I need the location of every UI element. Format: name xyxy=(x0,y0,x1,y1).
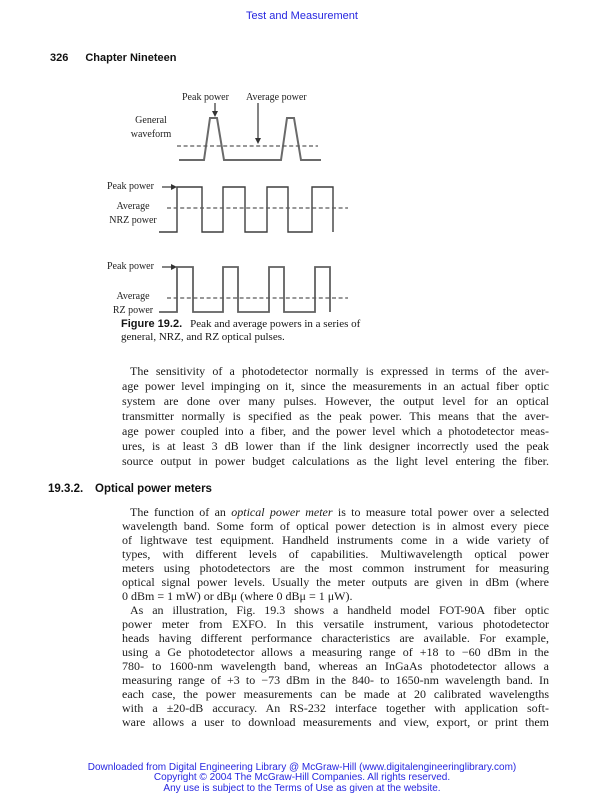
general-average-power-label: Average power xyxy=(246,92,307,103)
rz-peak-power-label: Peak power xyxy=(107,261,154,272)
text-line: ware allows a user to download measurements and view, export, or print them xyxy=(122,715,549,729)
peak-power-down-arrow xyxy=(212,103,218,117)
text-line: using a Ge photodetector allows a measuring range of +18 to −60 dBm in the xyxy=(122,645,549,659)
text-line: Any use is subject to the Terms of Use as given at the website. xyxy=(163,782,441,794)
rz-peak-right-arrow xyxy=(162,264,177,270)
nrz-waveform-trace xyxy=(159,187,333,232)
rz-average-label-line2: RZ power xyxy=(112,305,154,316)
text-line: age power coupled into a fiber, and the power level which a photodetector meas- xyxy=(122,424,549,438)
text-line: with a ±20-dB accuracy. An RS-232 interface together with application soft- xyxy=(122,701,549,715)
general-waveform-trace xyxy=(179,118,321,160)
nrz-average-label xyxy=(102,200,164,228)
paragraph-1 xyxy=(122,364,549,469)
nrz-average-label-line2: NRZ power xyxy=(109,215,157,226)
italic-text-segment: optical power meter xyxy=(231,505,333,519)
section-heading xyxy=(48,483,212,495)
text-line: 0 dBm = 1 mW) or dBμ (where 0 dBμ = 1 μW). xyxy=(122,589,353,603)
rz-average-label xyxy=(102,290,164,318)
text-line: transmitter normally is specified as the peak power. This means that the aver- xyxy=(122,409,549,423)
text-line: 780- to 1600-nm wavelength band, whereas an InGaAs photodetector allows a xyxy=(122,659,549,673)
text-segment: The function of an xyxy=(130,505,232,519)
general-waveform-name-line2: waveform xyxy=(130,129,172,140)
text-line: Downloaded from Digital Engineering Library @ McGraw-Hill (www.digitalengineeringlibrary.com) xyxy=(87,762,517,773)
text-segment: is to measure total power over a selected xyxy=(332,505,550,519)
text-line: As an illustration, Fig. 19.3 shows a handheld model FOT-90A fiber optic xyxy=(130,603,549,617)
text-line: power meter from EXFO. In this versatile instrument, various photodetector xyxy=(122,617,549,631)
footer-notice xyxy=(0,763,604,794)
text-line: Copyright © 2004 The McGraw-Hill Companies. All rights reserved. xyxy=(153,772,451,784)
figure-caption-label: Figure 19.2. xyxy=(121,318,183,330)
chapter-title: Chapter Nineteen xyxy=(85,52,177,64)
section-number: 19.3.2. xyxy=(48,483,84,495)
page-number: 326 xyxy=(50,52,69,64)
figure-caption-line1 xyxy=(121,318,367,331)
running-header-title: Test and Measurement xyxy=(246,10,358,22)
text-line: heads having different performance characteristics are available. For example, xyxy=(122,631,549,645)
nrz-peak-right-arrow xyxy=(162,184,177,190)
figure-caption-text1: Peak and average powers in a series of xyxy=(190,318,361,330)
rz-average-label-line1: Average xyxy=(116,291,150,302)
text-line: source output in power budget calculations as the light level entering the fiber. xyxy=(122,454,549,468)
paragraph-2 xyxy=(122,505,549,603)
text-line: age power level impinging on it, since the measurements in an actual fiber optic xyxy=(122,379,549,393)
text-line: system are done over many pulses. However, the output level for an optical xyxy=(122,394,549,408)
text-line: ures, is at least 3 dB lower than if the link designer incorrectly used the peak xyxy=(122,439,549,453)
nrz-average-label-line1: Average xyxy=(116,201,150,212)
text-line xyxy=(122,505,549,519)
text-line: each case, the power measurements can be made at 20 calibrated wavelengths xyxy=(122,687,549,701)
text-line: measuring range of +3 to −73 dBm in the 840- to 1650-nm wavelength band. In xyxy=(122,673,549,687)
text-line: of lightwave test equipment. Handheld instruments come in a wide variety of xyxy=(122,533,549,547)
average-power-down-arrow xyxy=(255,103,261,144)
nrz-peak-power-label: Peak power xyxy=(107,181,154,192)
general-peak-power-label: Peak power xyxy=(182,92,229,103)
text-line: The sensitivity of a photodetector normally is expressed in terms of the aver- xyxy=(130,364,549,378)
running-head xyxy=(50,52,176,64)
general-waveform-name-line1: General xyxy=(135,115,167,126)
rz-waveform-trace xyxy=(159,267,330,312)
text-line: types, with different levels of capabilities. Multiwavelength optical power xyxy=(122,547,549,561)
figure-19-2 xyxy=(100,90,390,325)
text-line: wavelength band. Some form of optical power detection is in almost every piece xyxy=(122,519,549,533)
text-line: meters using photodetectors are the most common instrument for measuring xyxy=(122,561,549,575)
figure-caption-text2: general, NRZ, and RZ optical pulses. xyxy=(121,331,285,343)
general-waveform-name xyxy=(116,114,186,142)
paragraph-3 xyxy=(122,603,549,729)
section-title: Optical power meters xyxy=(95,483,212,495)
text-line: optical signal power levels. Usually the meter outputs are given in dBm (where xyxy=(122,575,549,589)
figure-caption xyxy=(121,318,367,344)
